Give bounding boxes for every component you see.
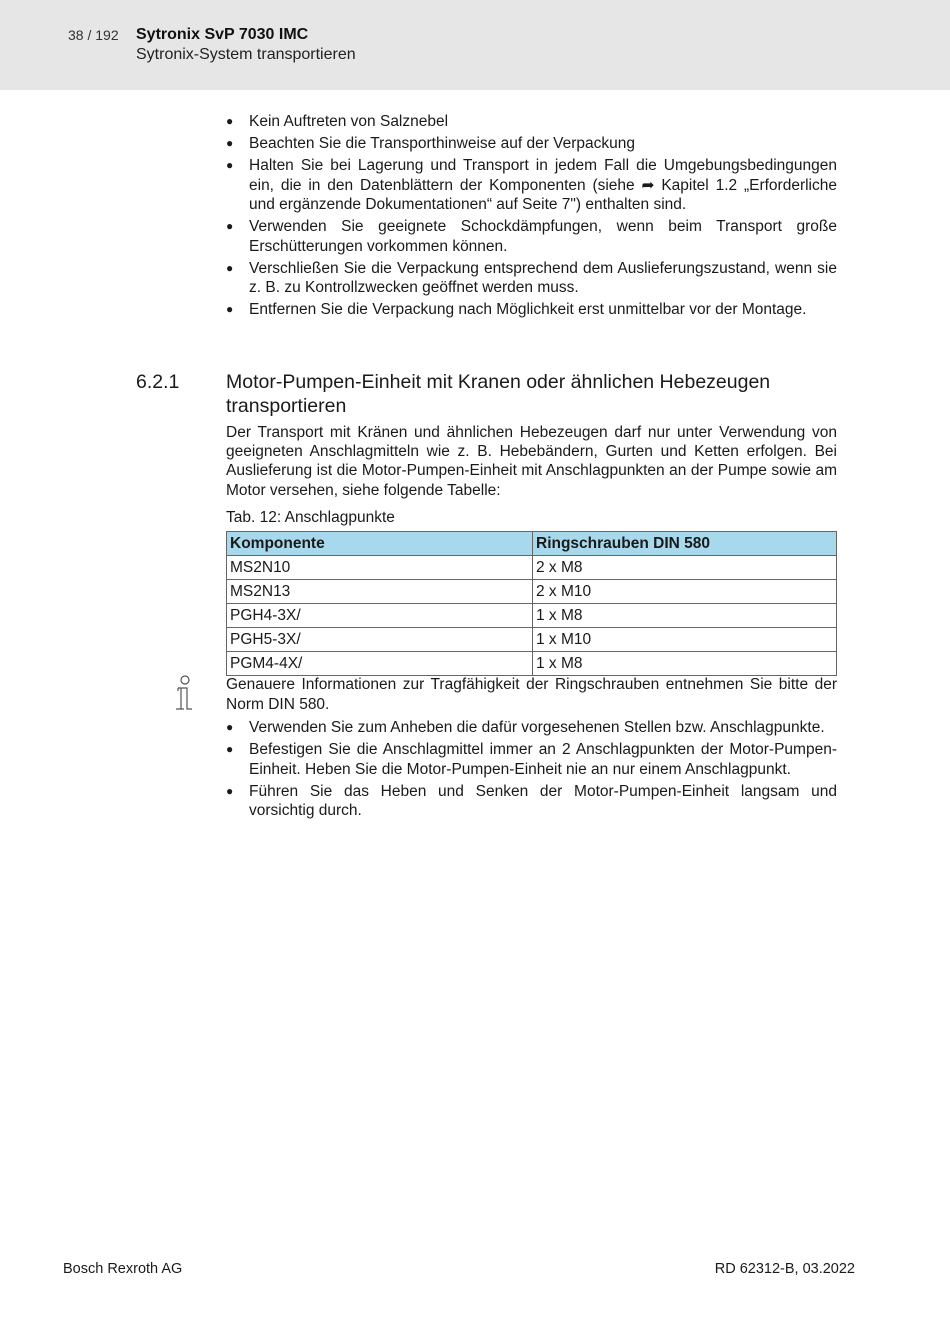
info-note: Genauere Informationen zur Tragfähigkeit der Ringschrauben entnehmen Sie bitte der Norm DIN 580. bbox=[226, 676, 837, 713]
column-header: Komponente bbox=[227, 532, 533, 556]
table-cell: PGM4-4X/ bbox=[227, 652, 533, 676]
table-cell: MS2N13 bbox=[227, 580, 533, 604]
table-header-row bbox=[227, 532, 837, 556]
table-row bbox=[227, 580, 837, 604]
table-row bbox=[227, 652, 837, 676]
list-item: ● Verwenden Sie geeignete Schockdämpfungen, wenn beim Transport große Erschütterungen vorkommen können. bbox=[226, 217, 837, 256]
footer-doc-ref: RD 62312-B, 03.2022 bbox=[714, 1261, 855, 1277]
section-number: 6.2.1 bbox=[136, 371, 180, 393]
top-bullet-list bbox=[226, 112, 837, 322]
list-item: ● Halten Sie bei Lagerung und Transport in jedem Fall die Umgebungsbedingungen ein, die in den Datenblättern der Komponenten (siehe ➦ Kapitel 1.2 „Erforderliche und ergänzende Dokumentationen“ auf Seite 7") enthalten sind. bbox=[226, 156, 837, 215]
document-title: Sytronix SvP 7030 IMC bbox=[136, 26, 309, 43]
footer-company: Bosch Rexroth AG bbox=[63, 1261, 183, 1277]
list-item: ● Befestigen Sie die Anschlagmittel immer an 2 Anschlagpunkten der Motor-Pumpen-Einheit. Heben Sie die Motor-Pumpen-Einheit nie an nur einem Anschlagpunkt. bbox=[226, 740, 837, 779]
info-icon bbox=[170, 675, 198, 715]
table-row bbox=[227, 556, 837, 580]
section-body bbox=[226, 423, 837, 676]
chapter-title: Sytronix-System transportieren bbox=[136, 46, 356, 63]
info-section bbox=[226, 675, 837, 823]
table-cell: 1 x M8 bbox=[533, 652, 837, 676]
table-cell: MS2N10 bbox=[227, 556, 533, 580]
column-header: Ringschrauben DIN 580 bbox=[533, 532, 837, 556]
table-cell: 2 x M10 bbox=[533, 580, 837, 604]
table-cell: PGH5-3X/ bbox=[227, 628, 533, 652]
page-header bbox=[0, 0, 950, 90]
list-item: ● Verwenden Sie zum Anheben die dafür vorgesehenen Stellen bzw. Anschlagpunkte. bbox=[226, 718, 837, 738]
list-item: ● Führen Sie das Heben und Senken der Motor-Pumpen-Einheit langsam und vorsichtig durch. bbox=[226, 782, 837, 821]
table-cell: PGH4-3X/ bbox=[227, 604, 533, 628]
table-cell: 1 x M8 bbox=[533, 604, 837, 628]
table-row bbox=[227, 604, 837, 628]
intro-paragraph: Der Transport mit Kränen und ähnlichen Hebezeugen darf nur unter Verwendung von geeigneten Anschlagmitteln wie z. B. Hebebändern, Gurten und Ketten erfolgen. Bei Auslieferung ist die Motor-Pumpen-Einheit mit Anschlagpunkten an der Pumpe sowie am Motor versehen, siehe folgende Tabelle: bbox=[226, 424, 837, 499]
list-item: ● Beachten Sie die Transporthinweise auf der Verpackung bbox=[226, 134, 837, 154]
list-item: ● Kein Auftreten von Salznebel bbox=[226, 112, 837, 132]
list-item: ● Entfernen Sie die Verpackung nach Möglichkeit erst unmittelbar vor der Montage. bbox=[226, 300, 837, 320]
section-title: Motor-Pumpen-Einheit mit Kranen oder ähnlichen Hebezeugen transportieren bbox=[226, 371, 771, 417]
table-cell: 2 x M8 bbox=[533, 556, 837, 580]
table-row bbox=[227, 628, 837, 652]
table-cell: 1 x M10 bbox=[533, 628, 837, 652]
table-caption: Tab. 12: Anschlagpunkte bbox=[226, 508, 395, 526]
page-number: 38 / 192 bbox=[68, 27, 119, 43]
list-item: ● Verschließen Sie die Verpackung entsprechend dem Auslieferungszustand, wenn sie z. B. zu Kontrollzwecken geöffnet werden muss. bbox=[226, 259, 837, 298]
anschlagpunkte-table bbox=[226, 531, 837, 676]
